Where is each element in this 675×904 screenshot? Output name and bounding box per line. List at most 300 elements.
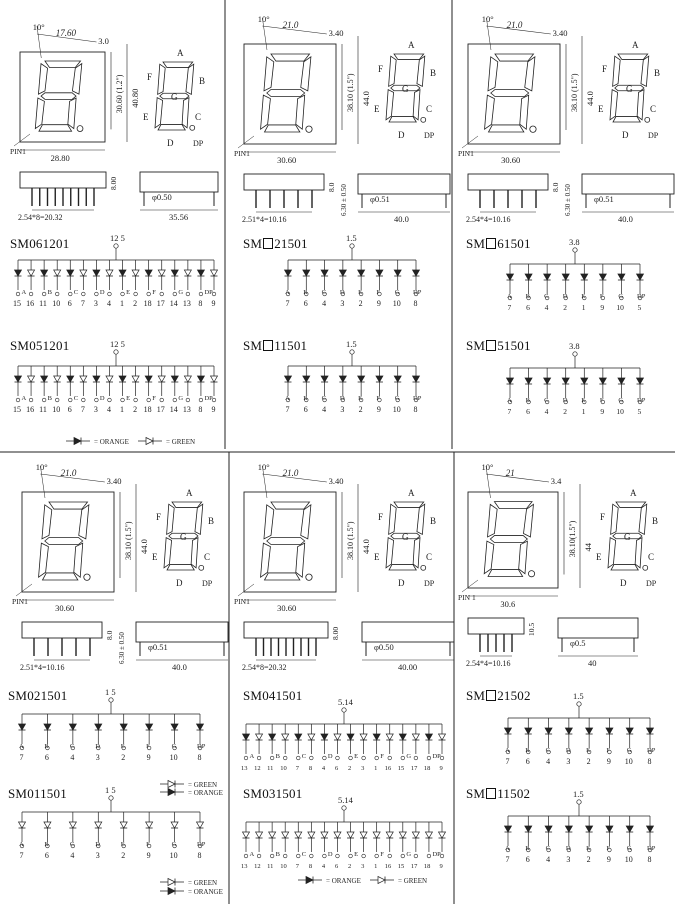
model-title-sm041501: SM041501 (243, 688, 303, 703)
seg-label-e: E (374, 552, 380, 562)
pin-node (55, 398, 59, 402)
seg-label-g: G (624, 532, 631, 542)
segment-label: DP (197, 743, 206, 750)
segment-label: C (69, 841, 75, 848)
pin-number: 2 (133, 405, 138, 414)
body-outline (468, 44, 560, 144)
digit-reference-seg-4 (164, 538, 172, 568)
dim-angle-label: 10° (481, 462, 494, 472)
dim-side-a-label: 8.00 (331, 626, 340, 640)
diode-symbol (507, 274, 514, 280)
diode-symbol (41, 376, 48, 382)
segment-label: E (120, 743, 125, 750)
segment-label: DP (413, 289, 422, 296)
segment-label: D (327, 753, 333, 760)
legend-green-c10 (370, 877, 427, 886)
diode-symbol (146, 822, 153, 828)
pin1-leader (462, 580, 478, 592)
pin-number: 6 (67, 405, 72, 414)
digit-front-seg-2 (296, 95, 305, 129)
pin-number: 4 (544, 303, 549, 312)
pin-node (95, 398, 99, 402)
pin-number: 8 (308, 765, 313, 772)
segment-label: C (321, 395, 326, 402)
pin-node (186, 292, 190, 296)
pin-node (199, 292, 203, 296)
segment-label: C (69, 743, 75, 750)
dim-side-a-label: 8.00 (109, 176, 118, 190)
digit-reference-seg-2 (191, 538, 198, 568)
segment-label: A (249, 753, 255, 760)
digit-reference-seg-3 (389, 117, 416, 122)
segment-label: G (406, 851, 412, 858)
pin-number: 7 (295, 863, 300, 870)
seg-label-a: A (408, 488, 415, 498)
dim-pitch-label: 2.54*8=20.32 (18, 213, 63, 222)
diode-symbol (412, 832, 419, 838)
digit-reference-dp (643, 565, 648, 570)
diode-symbol (28, 376, 35, 382)
diode-symbol (282, 832, 289, 838)
common-pin-label: 1 5 (105, 785, 116, 795)
pin-node (257, 854, 261, 858)
common-node (342, 708, 346, 712)
pin-number: 2 (586, 757, 591, 766)
pin-number: 8 (413, 405, 418, 414)
dim-total-label: 44.0 (361, 91, 371, 106)
seg-label-e: E (143, 112, 149, 122)
diode-symbol (119, 270, 126, 276)
diode-symbol (285, 270, 292, 276)
pin-number: 18 (423, 765, 431, 772)
diode-symbol (599, 378, 606, 384)
pin-number: 7 (285, 405, 290, 414)
digit-front-dp (306, 574, 312, 580)
seg-label-f: F (602, 64, 608, 74)
pin-node (147, 398, 151, 402)
panel-p6 (458, 462, 658, 668)
pin-number: 6 (525, 855, 530, 864)
pin-number: 9 (600, 303, 605, 312)
panel-p1 (10, 22, 218, 222)
diode-symbol (637, 274, 644, 280)
segment-label: DP (432, 851, 441, 858)
diode-symbol (197, 376, 204, 382)
dim-side-a-label: 8.0 (551, 182, 560, 192)
dim-side-a-label: 8.0 (327, 182, 336, 192)
pin-node (244, 756, 248, 760)
pin-number: 8 (413, 299, 418, 308)
diode-symbol (54, 376, 61, 382)
segment-label: B (303, 289, 308, 296)
diode-symbol (606, 826, 613, 832)
pin-number: 4 (106, 299, 111, 308)
segment-label: B (525, 397, 530, 404)
legend-diode (146, 438, 153, 445)
digit-reference-seg-4 (386, 538, 394, 568)
pin-number: 7 (19, 753, 24, 762)
diode-symbol (425, 734, 432, 740)
seg-label-b: B (208, 516, 215, 526)
diode-symbol (295, 832, 302, 838)
digit-reference-seg-3 (167, 565, 194, 570)
diode-symbol (184, 270, 191, 276)
dim-dot-label: φ0.50 (374, 642, 394, 652)
segment-label: A (21, 289, 27, 296)
digit-reference-seg-4 (155, 98, 163, 128)
common-node (109, 698, 113, 702)
seg-label-f: F (147, 72, 153, 82)
pin-number: 2 (348, 863, 352, 870)
pin-number: 3 (361, 765, 365, 772)
diode-symbol (394, 376, 401, 382)
pin-number: 7 (505, 757, 510, 766)
legend-label: = ORANGE (188, 888, 223, 896)
common-pin-label: 1.5 (573, 789, 584, 799)
pin-number: 11 (39, 405, 47, 414)
dim-side-b-label: 6.30 ± 0.50 (340, 184, 348, 216)
diode-symbol (303, 376, 310, 382)
digit-reference-dp (199, 565, 204, 570)
diode-symbol (80, 376, 87, 382)
body-outline (244, 44, 336, 144)
pin-number: 10 (280, 765, 287, 772)
digit-front-seg-5 (488, 57, 498, 91)
seg-label-a: A (632, 40, 639, 50)
pin-node (121, 398, 125, 402)
pin-number: 1 (581, 303, 586, 312)
pin-number: 4 (546, 855, 551, 864)
pin-number: 9 (606, 757, 611, 766)
legend-label: = GREEN (188, 879, 218, 887)
seg-label-g: G (626, 84, 633, 94)
digit-reference-dp (645, 117, 650, 122)
diode-symbol (282, 734, 289, 740)
diode-symbol (80, 270, 87, 276)
digit-front-seg-6 (45, 537, 83, 544)
digit-front-seg-1 (301, 505, 311, 539)
segment-label: G (178, 289, 184, 296)
segment-label: F (606, 747, 611, 754)
pin-number: 4 (322, 405, 327, 414)
digit-front-dp (306, 126, 312, 132)
segment-label: DP (413, 395, 422, 402)
common-node (350, 244, 354, 248)
pin-number: 16 (26, 405, 35, 414)
diode-symbol (44, 724, 51, 730)
pin-number: 8 (198, 405, 203, 414)
pin1-leader (14, 134, 30, 146)
digit-reference-seg-4 (386, 90, 394, 120)
dim-side-a-label: 10.5 (527, 622, 536, 636)
diode-symbol (545, 826, 552, 832)
digit-front-seg-0 (495, 54, 534, 61)
body-outline (22, 492, 114, 592)
diode-symbol (158, 270, 165, 276)
diode-symbol (413, 376, 420, 382)
diode-symbol (197, 724, 204, 730)
pin-number: 4 (321, 863, 326, 870)
dim-height-label: 38.10 (1.5") (346, 521, 355, 560)
pin-number: 11 (39, 299, 47, 308)
segment-label: C (73, 289, 79, 296)
common-pin-label: 12 5 (110, 339, 125, 349)
segment-label: A (19, 743, 24, 750)
legend-diode (168, 781, 175, 788)
pin-number: 7 (285, 299, 290, 308)
diode-symbol (544, 274, 551, 280)
pin-number: 9 (211, 405, 216, 414)
pin-node (134, 398, 138, 402)
pin1-label: PIN 1 (458, 593, 476, 602)
diode-symbol (358, 270, 365, 276)
digit-reference-seg-3 (158, 125, 185, 130)
segment-label: D (339, 289, 345, 296)
segment-label: F (152, 289, 156, 296)
dim-dot-label: φ0.51 (370, 194, 390, 204)
common-node (342, 806, 346, 810)
panel-p4 (12, 462, 228, 672)
segment-label: E (354, 753, 359, 760)
pin-number: 13 (241, 765, 248, 772)
seg-label-dp: DP (424, 131, 435, 140)
pin-number: 18 (423, 863, 431, 870)
pin-node (160, 398, 164, 402)
diode-symbol (544, 378, 551, 384)
digit-front-seg-4 (484, 541, 494, 574)
seg-label-c: C (195, 112, 202, 122)
pin-node (336, 756, 340, 760)
segment-label: F (606, 845, 611, 852)
segment-label: A (249, 851, 255, 858)
pin-number: 10 (169, 753, 178, 762)
diode-symbol (67, 376, 74, 382)
digit-front-seg-0 (271, 502, 310, 509)
pin-node (427, 854, 431, 858)
pin-number: 17 (156, 405, 165, 414)
digit-reference-seg-4 (610, 90, 618, 120)
common-node (114, 350, 118, 354)
pin-node (173, 292, 177, 296)
segment-label: DP (432, 753, 441, 760)
pin-number: 8 (308, 863, 313, 870)
segment-label: E (586, 747, 591, 754)
side-view-body (136, 622, 228, 642)
diode-symbol (67, 270, 74, 276)
pin-number: 2 (348, 765, 352, 772)
diode-symbol (439, 734, 446, 740)
dim-width-label: 30.6 (500, 599, 516, 609)
segment-label: D (95, 841, 100, 848)
pin-number: 8 (647, 757, 652, 766)
digit-reference-seg-5 (158, 64, 166, 94)
common-node (573, 248, 577, 252)
seg-label-d: D (620, 578, 627, 588)
diode-symbol (19, 822, 26, 828)
diode-symbol (376, 376, 383, 382)
side-view-body (140, 172, 218, 192)
pin-number: 10 (52, 405, 61, 414)
pin-number: 11 (267, 863, 274, 870)
segment-label: C (321, 289, 326, 296)
legend-diode (74, 438, 81, 445)
pin-node (16, 292, 20, 296)
segment-label: F (146, 743, 150, 750)
segment-label: F (380, 851, 384, 858)
seg-label-b: B (430, 68, 437, 78)
pin-number: 12 (254, 863, 261, 870)
pin-number: 9 (600, 407, 605, 416)
model-title-sm051201: SM051201 (10, 338, 70, 353)
digit-front-seg-0 (494, 502, 532, 509)
pin-number: 4 (322, 299, 327, 308)
segment-label: C (73, 395, 79, 402)
pin-node (95, 292, 99, 296)
pin-number: 4 (321, 765, 326, 772)
segment-label: B (47, 395, 53, 402)
seg-label-e: E (596, 552, 602, 562)
segment-label: B (44, 743, 49, 750)
pin-number: 9 (146, 851, 151, 860)
digit-reference-seg-0 (394, 54, 424, 59)
diode-symbol (44, 822, 51, 828)
seg-label-c: C (648, 552, 655, 562)
common-pin-label: 12 5 (110, 233, 125, 243)
seg-label-b: B (652, 516, 659, 526)
segment-label: D (339, 395, 345, 402)
pin-number: 2 (563, 303, 567, 312)
segment-label: F (152, 395, 156, 402)
diode-symbol (321, 734, 328, 740)
diode-symbol (505, 728, 512, 734)
pin-node (375, 854, 379, 858)
segment-label: C (545, 845, 550, 852)
segment-label: B (525, 293, 530, 300)
digit-reference-seg-5 (389, 504, 397, 534)
legend-green-c7 (160, 781, 217, 790)
dim-angle-label: 10° (32, 22, 45, 32)
digit-reference-dp (421, 117, 426, 122)
pin1-label: PIN1 (10, 147, 26, 156)
common-pin-label: 1 5 (105, 687, 116, 697)
pin-number: 8 (198, 299, 203, 308)
legend-diode (378, 877, 385, 884)
seg-label-d: D (167, 138, 174, 148)
dim-angle-label: 10° (35, 462, 48, 472)
pin-number: 6 (67, 299, 72, 308)
bottom-view-body (20, 172, 106, 188)
pin-number: 2 (133, 299, 138, 308)
pin-number: 6 (44, 851, 49, 860)
dim-height-label: 38.10 (1.5") (124, 521, 133, 560)
diode-symbol (626, 728, 633, 734)
seg-label-a: A (177, 48, 184, 58)
pin-node (349, 854, 353, 858)
pin-number: 16 (26, 299, 35, 308)
digit-reference-seg-5 (611, 504, 619, 534)
pin-node (283, 756, 287, 760)
pin-number: 16 (384, 765, 392, 772)
seg-label-dp: DP (424, 579, 435, 588)
pin1-leader (16, 584, 32, 596)
segment-label: F (376, 289, 381, 296)
pin-number: 10 (169, 851, 178, 860)
segment-label: E (126, 395, 131, 402)
dim-side-a-label: 8.0 (105, 630, 114, 640)
diode-symbol (256, 734, 263, 740)
seg-label-a: A (630, 488, 637, 498)
legend-orange-c8 (160, 888, 223, 897)
digit-front-seg-3 (39, 125, 72, 132)
pin-node (108, 292, 112, 296)
seg-label-a: A (408, 40, 415, 50)
seg-label-a: A (186, 488, 193, 498)
digit-front-seg-0 (45, 61, 81, 68)
common-pin-label: 3.8 (569, 341, 580, 351)
panel-p5 (234, 462, 454, 672)
dim-angle-label: 10° (257, 462, 270, 472)
pin-number: 3 (95, 753, 100, 762)
pin-node (42, 292, 46, 296)
segment-label: F (599, 397, 604, 404)
diode-symbol (507, 378, 514, 384)
model-title-sm021501: SM021501 (8, 688, 68, 703)
pin-node (82, 292, 86, 296)
seg-label-d: D (176, 578, 183, 588)
digit-reference-seg-1 (417, 56, 425, 86)
digit-reference-seg-1 (195, 504, 203, 534)
legend-label: = ORANGE (94, 438, 129, 446)
model-title-sm11501: SM 11501 (243, 338, 308, 353)
segment-label: C (301, 851, 307, 858)
pin-node (336, 854, 340, 858)
common-node (114, 244, 118, 248)
diode-symbol (376, 270, 383, 276)
segment-label: G (394, 289, 400, 296)
pin-number: 4 (546, 757, 551, 766)
common-node (573, 352, 577, 356)
dim-total-label: 44 (583, 543, 593, 552)
pin1-leader (462, 136, 478, 148)
pin-node (362, 854, 366, 858)
dim-total-label: 44.0 (361, 539, 371, 554)
digit-front-seg-3 (42, 573, 77, 580)
circuit-c10 (241, 795, 446, 870)
pin-number: 9 (439, 863, 443, 870)
seg-label-b: B (654, 68, 661, 78)
diode-symbol (93, 270, 100, 276)
body-outline (468, 492, 558, 588)
diode-symbol (243, 734, 250, 740)
pin-node (173, 398, 177, 402)
diode-symbol (285, 376, 292, 382)
pin-number: 11 (267, 765, 274, 772)
digit-front-seg-1 (525, 57, 535, 91)
digit-front-dp (84, 574, 90, 580)
pin-node (414, 854, 418, 858)
pin-number: 8 (197, 851, 202, 860)
pin-node (283, 854, 287, 858)
diode-symbol (41, 270, 48, 276)
pin-number: 6 (334, 863, 339, 870)
pin-number: 17 (410, 765, 418, 772)
model-title-sm031501: SM031501 (243, 786, 303, 801)
digit-front-seg-1 (72, 64, 81, 95)
digit-reference-seg-3 (389, 565, 416, 570)
segment-label: B (525, 845, 530, 852)
legend-label: = GREEN (398, 877, 428, 885)
diode-symbol (269, 832, 276, 838)
